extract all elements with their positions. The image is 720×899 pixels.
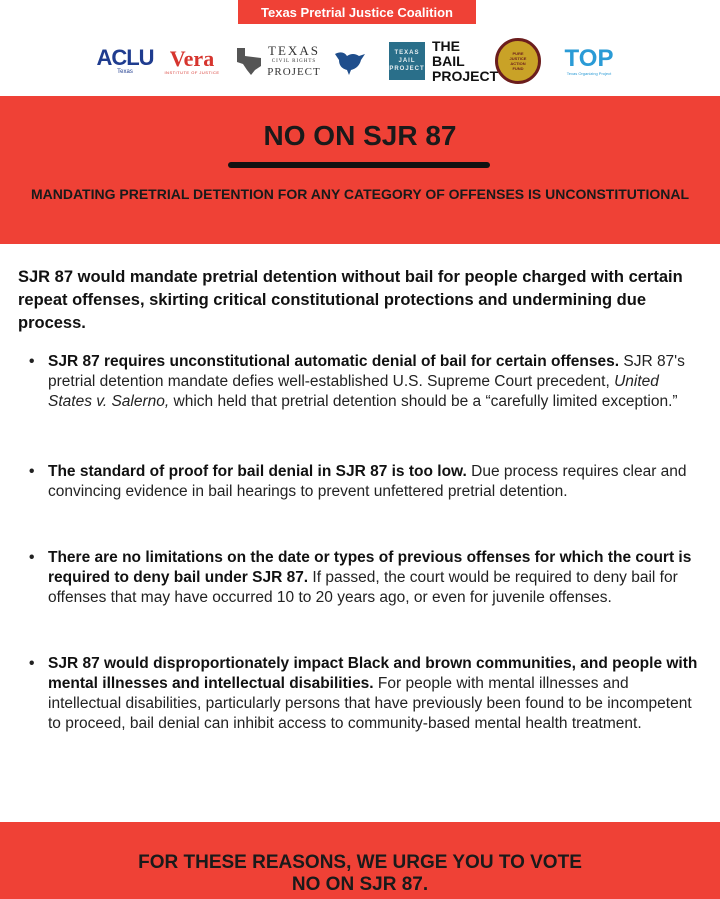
list-item [29, 462, 698, 502]
pjaf-line4: FUND [512, 66, 524, 71]
bullet-text: SJR 87's pretrial detention mandate defies well-established U.S. Supreme Court precedent, [48, 353, 685, 390]
vera-logo-sub: INSTITUTE OF JUSTICE [164, 69, 220, 75]
tcrp-line1: TEXAS [268, 43, 320, 58]
texas-civil-rights-project-logo [228, 36, 328, 86]
bullet-icon: • [29, 549, 35, 566]
tcrp-line3: PROJECT [267, 66, 321, 78]
cta-line1: FOR THESE REASONS, WE URGE YOU TO VOTE [138, 852, 582, 873]
aclu-logo [94, 36, 156, 86]
top-logo-text: TOP [564, 44, 614, 72]
texas-state-icon [235, 46, 263, 76]
list-item [29, 352, 698, 412]
top-logo-sub: Texas Organizing Project [566, 70, 612, 76]
bullet-icon: • [29, 655, 35, 672]
partner-logos [0, 36, 720, 86]
tcrp-line2: CIVIL RIGHTS [271, 59, 317, 64]
bird-logo [330, 36, 370, 86]
hero-subtitle: MANDATING PRETRIAL DETENTION FOR ANY CATEGORY OF OFFENSES IS UNCONSTITUTIONAL [30, 186, 689, 202]
bullet-text: For people with mental illnesses and intellectual disabilities, particularly persons that have previously been found to be incompetent to proceed, bail denial can inhibit access to community-based mental health treatment. [48, 675, 692, 732]
bullet-lead: SJR 87 requires unconstitutional automatic denial of bail for certain offenses. [48, 353, 620, 370]
vera-logo-text: Vera [169, 45, 215, 71]
pure-justice-action-fund-logo [494, 36, 542, 86]
bullet-lead: SJR 87 would disproportionately impact Black and brown communities, and people with mental illnesses and intellectual disabilities. [48, 655, 698, 692]
pjaf-line2: JUSTICE [509, 56, 527, 61]
bullet-text: If passed, the court would be required to deny bail for offenses that may have occurred 10 to 20 years ago, or even for juvenile offenses. [48, 569, 678, 606]
tjp-line1: TEXAS [394, 50, 420, 56]
bullet-text: Due process requires clear and convincing evidence in bail hearings to prevent unfettered pretrial detention. [48, 463, 687, 500]
bail-project-line2: PROJECT [432, 67, 499, 84]
pjaf-line1: PURE [512, 51, 524, 56]
bail-project-line1: THE BAIL [432, 37, 465, 69]
bullet-lead: The standard of proof for bail denial in SJR 87 is too low. [48, 463, 467, 480]
title-underline [228, 162, 490, 168]
bullet-text-cont: which held that pretrial detention should be a “carefully limited exception.” [169, 393, 678, 410]
coalition-banner [238, 0, 476, 24]
vera-logo [164, 36, 220, 86]
bail-project-logo [432, 36, 499, 86]
case-name: United States v. Salerno, [48, 373, 659, 410]
pjaf-line3: ACTION [510, 61, 526, 66]
list-item [29, 548, 698, 608]
bullet-icon: • [29, 353, 35, 370]
hero-banner [0, 96, 720, 244]
tjp-line2: JAIL [398, 58, 416, 64]
bullet-lead: There are no limitations on the date or types of previous offenses for which the court is required to deny bail under SJR 87. [48, 549, 692, 586]
texas-jail-project-logo [388, 36, 426, 86]
page-title: NO ON SJR 87 [263, 120, 457, 151]
coalition-name: Texas Pretrial Justice Coalition [261, 4, 453, 20]
bullet-icon: • [29, 463, 35, 480]
intro-paragraph: SJR 87 would mandate pretrial detention without bail for people charged with certain repeat offenses, skirting critical constitutional protections and undermining due process. [18, 268, 683, 332]
bird-icon [333, 46, 367, 76]
aclu-logo-text: ACLU [96, 45, 154, 70]
call-to-action [0, 852, 720, 896]
tjp-line3: PROJECT [389, 66, 425, 72]
aclu-logo-sub: Texas [117, 69, 133, 75]
list-item [29, 654, 698, 734]
cta-line2: NO ON SJR 87. [291, 874, 429, 895]
texas-organizing-project-logo [556, 36, 622, 86]
